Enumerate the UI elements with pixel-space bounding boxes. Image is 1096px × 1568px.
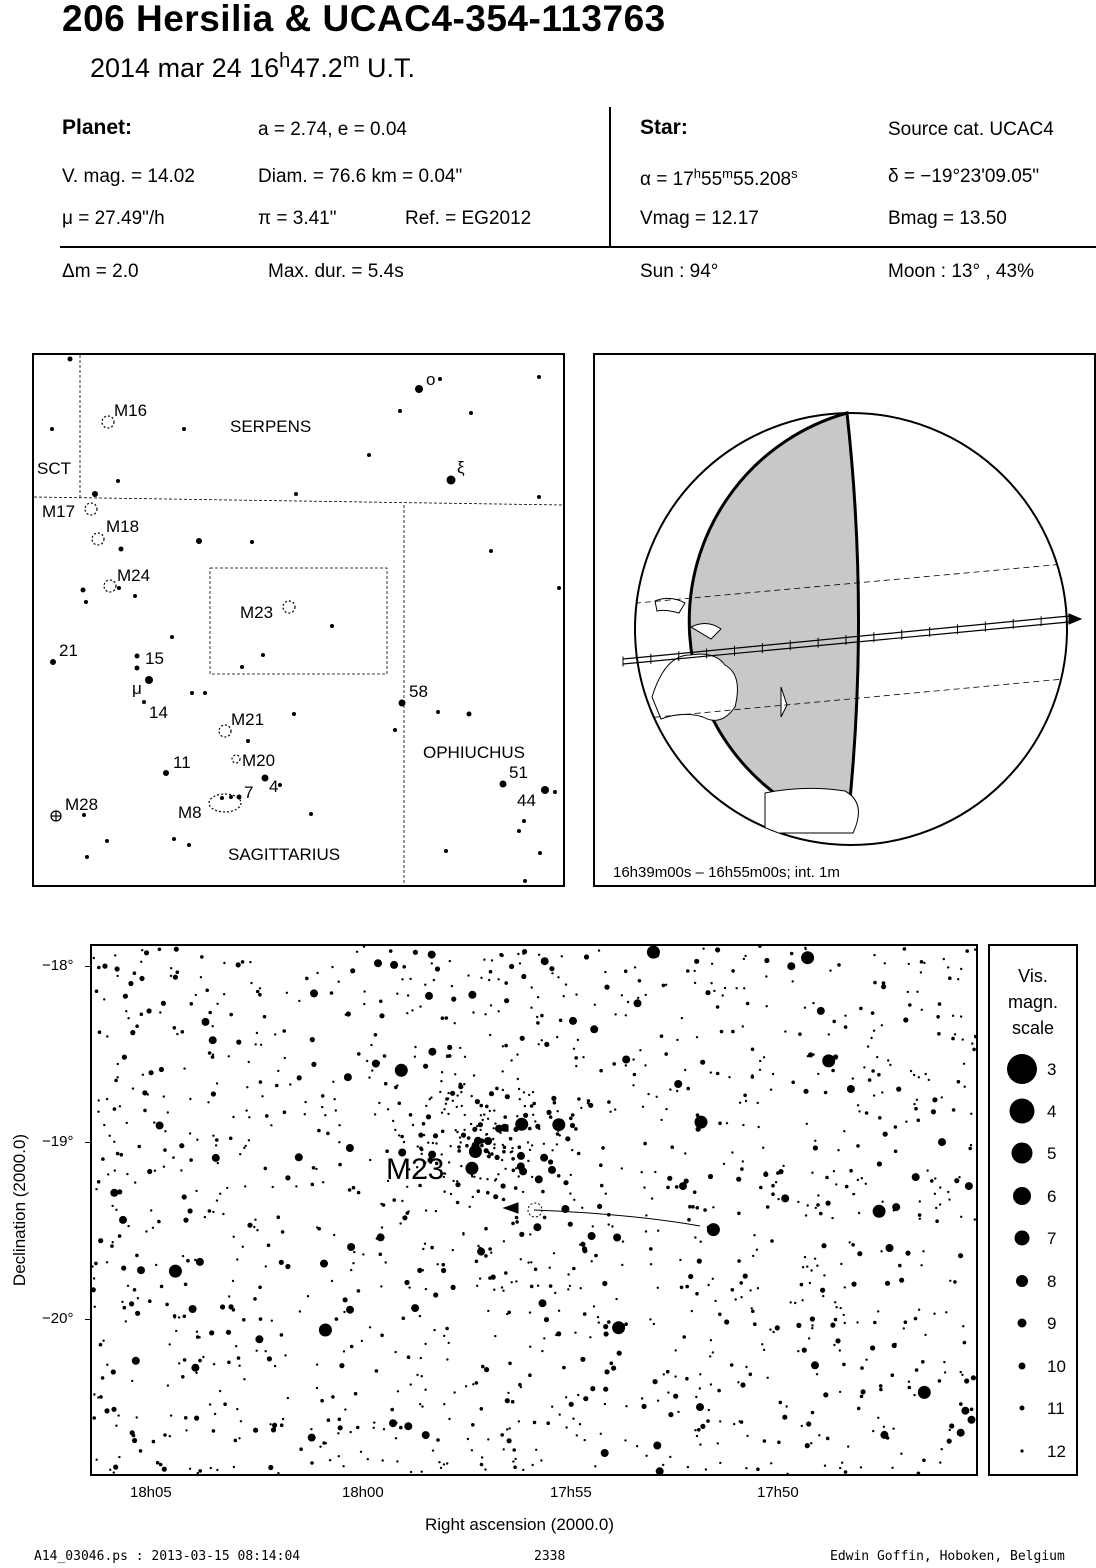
planet-heading: Planet: <box>62 116 133 139</box>
xi-label: ξ <box>457 458 465 477</box>
star-44-label: 44 <box>517 791 536 810</box>
star-bmag: Bmag = 13.50 <box>888 208 1007 229</box>
legend-dot-9 <box>1018 1319 1027 1328</box>
legend-title-3: scale <box>1011 1018 1055 1038</box>
dec-tickmark-19 <box>85 1142 91 1143</box>
info-rule <box>60 246 1096 248</box>
m23-field-label: M23 <box>386 1153 445 1186</box>
legend-dot-10 <box>1019 1363 1026 1370</box>
star-field <box>90 944 978 1476</box>
ra-tick-1805: 18h05 <box>130 1484 172 1501</box>
ophiuchus-label: OPHIUCHUS <box>423 743 526 762</box>
legend-dot-3 <box>1007 1054 1037 1084</box>
footer-number: 2338 <box>534 1549 566 1564</box>
m28-marker <box>51 811 61 821</box>
footer-author: Edwin Goffin, Hoboken, Belgium <box>830 1549 1065 1564</box>
star-heading: Star: <box>640 116 688 139</box>
legend-dot-6 <box>1013 1187 1031 1205</box>
m28-label: M28 <box>65 795 99 814</box>
planet-motion: μ = 27.49"/h <box>62 208 165 229</box>
star-vmag: Vmag = 12.17 <box>640 208 759 229</box>
ra-tick-1800: 18h00 <box>342 1484 384 1501</box>
globe-svg <box>595 355 1094 885</box>
legend-mag-5: 5 <box>1047 1144 1057 1163</box>
legend-mag-12: 12 <box>1047 1442 1066 1461</box>
star-58-label: 58 <box>409 682 428 701</box>
legend-dot-8 <box>1016 1275 1028 1287</box>
planet-diameter: Diam. = 76.6 km = 0.04" <box>258 166 463 187</box>
m21-marker <box>219 725 231 737</box>
star-51-label: 51 <box>509 763 528 782</box>
footer-file: A14_03046.ps : 2013-03-15 08:14:04 <box>34 1549 301 1564</box>
dec-tick-18: −18° <box>42 957 74 974</box>
event-datetime: 2014 mar 24 16$^h$47.2$^m$ U.T. <box>90 50 416 83</box>
legend-dot-5 <box>1012 1143 1033 1164</box>
sct-label: SCT <box>37 459 71 478</box>
m8-marker <box>209 794 241 812</box>
ra-axis-title: Right ascension (2000.0) <box>425 1515 615 1534</box>
dec-tickmark-20 <box>85 1319 91 1320</box>
star-source: Source cat. UCAC4 <box>888 119 1054 140</box>
star-11-label: 11 <box>173 753 191 772</box>
ra-tick-1750: 17h50 <box>757 1484 799 1501</box>
m16-marker <box>102 416 114 428</box>
legend-dot-7 <box>1015 1231 1030 1246</box>
star-ra: $\alpha = 17^h55^m55.208^s$ <box>640 166 798 190</box>
antarctica-shape <box>765 788 858 833</box>
legend-dot-12 <box>1020 1449 1023 1452</box>
legend-mag-6: 6 <box>1047 1187 1057 1206</box>
moon-info: Moon : 13° , 43% <box>888 261 1034 282</box>
globe-caption: 16h39m00s – 16h55m00s; int. 1m <box>613 864 840 881</box>
delta-mag: Δm = 2.0 <box>62 261 139 282</box>
planet-parallax: π = 3.41" <box>258 208 337 229</box>
legend-dots <box>990 946 1076 1474</box>
finder-chart-svg <box>34 355 563 885</box>
magnitude-legend <box>988 944 1078 1476</box>
sun-elongation: Sun : 94° <box>640 261 719 282</box>
m24-label: M24 <box>117 566 151 585</box>
m16-label: M16 <box>114 401 148 420</box>
max-duration: Max. dur. = 5.4s <box>268 261 404 282</box>
m8-label: M8 <box>178 803 202 822</box>
serpens-label: SERPENS <box>230 417 312 436</box>
dec-tick-19: −19° <box>42 1133 74 1150</box>
dec-tickmark-18 <box>85 966 91 967</box>
m18-marker <box>92 533 104 545</box>
chart-title: 206 Hersilia & UCAC4-354-113763 <box>62 0 666 39</box>
finder-chart <box>32 353 565 887</box>
globe-panel <box>593 353 1096 887</box>
legend-mag-4: 4 <box>1047 1102 1057 1121</box>
info-divider <box>609 107 611 247</box>
legend-mag-9: 9 <box>1047 1314 1057 1333</box>
m17-label: M17 <box>42 502 76 521</box>
legend-mag-3: 3 <box>1047 1060 1057 1079</box>
legend-title-2: magn. <box>1007 992 1059 1012</box>
star-dec: δ = −19°23'09.05" <box>888 166 1040 187</box>
legend-dot-4 <box>1010 1099 1035 1124</box>
legend-mag-10: 10 <box>1047 1357 1066 1376</box>
legend-mag-7: 7 <box>1047 1229 1057 1248</box>
star-15-label: 15 <box>145 649 164 668</box>
star-7-label: 7 <box>244 783 254 802</box>
star-21-label: 21 <box>59 641 78 660</box>
m20-label: M20 <box>242 751 276 770</box>
legend-mag-8: 8 <box>1047 1272 1057 1291</box>
mu-label: μ <box>132 679 142 698</box>
planet-reference: Ref. = EG2012 <box>405 208 532 229</box>
ra-tick-1755: 17h55 <box>550 1484 592 1501</box>
m21-label: M21 <box>231 710 265 729</box>
m24-marker <box>104 580 116 592</box>
star-field-svg <box>92 946 976 1474</box>
star-4-label: 4 <box>269 777 279 796</box>
legend-title-1: Vis. <box>1018 966 1048 986</box>
m20-marker <box>232 755 240 763</box>
legend-mag-11: 11 <box>1047 1399 1065 1418</box>
legend-dot-11 <box>1020 1406 1025 1411</box>
star-14-label: 14 <box>149 703 168 722</box>
m18-label: M18 <box>106 517 140 536</box>
planet-orbit: a = 2.74, e = 0.04 <box>258 119 407 140</box>
m23-label: M23 <box>240 603 274 622</box>
dec-axis-title: Declination (2000.0) <box>10 1133 29 1287</box>
m23-marker <box>283 601 295 613</box>
m17-marker <box>85 503 97 515</box>
dec-tick-20: −20° <box>42 1310 74 1327</box>
planet-vmag: V. mag. = 14.02 <box>62 166 195 187</box>
omicron-label: o <box>426 370 436 389</box>
sagittarius-label: SAGITTARIUS <box>228 845 341 864</box>
